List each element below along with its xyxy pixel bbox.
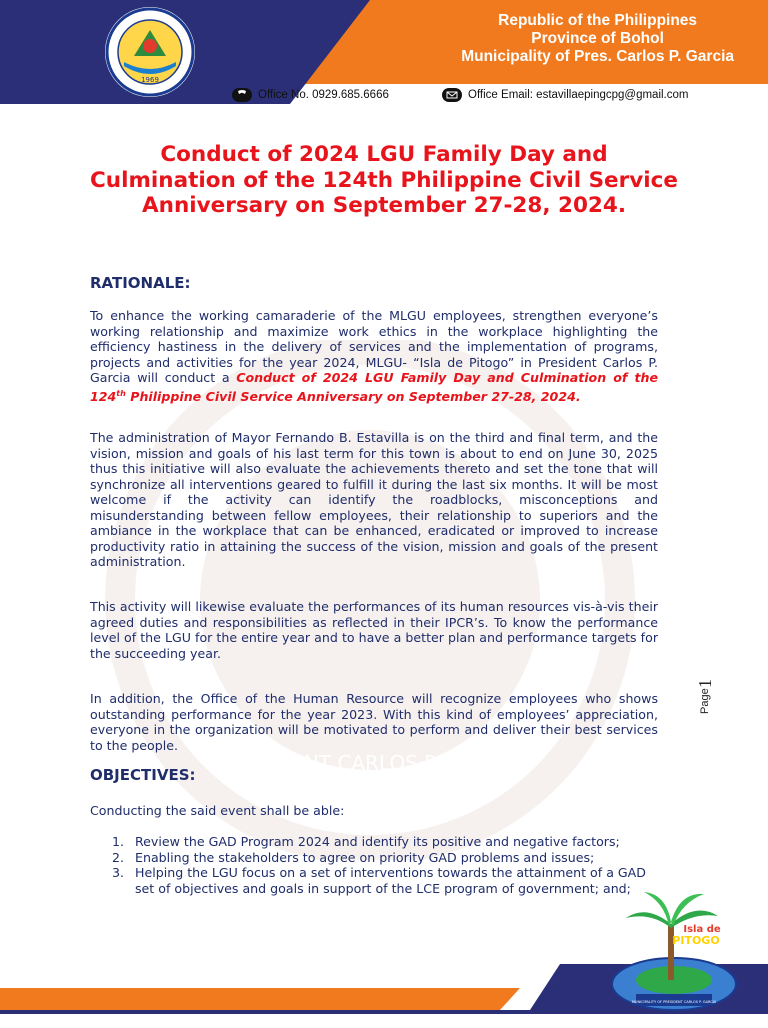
- list-item-number: 3.: [112, 865, 125, 880]
- contact-bar: [232, 88, 762, 106]
- island-logo-caption: MUNICIPALITY OF PRESIDENT CARLOS P. GARCIA: [631, 1000, 717, 1004]
- objectives-heading: OBJECTIVES:: [90, 766, 196, 784]
- header-title-block: [461, 12, 734, 66]
- phone-text: Office No. 0929.685.6666: [258, 89, 389, 101]
- page-number-mark: [697, 668, 721, 718]
- list-item: [90, 865, 650, 896]
- email-text: Office Email: estavillaepingcpg@gmail.com: [468, 89, 689, 101]
- rationale-paragraph-2: The administration of Mayor Fernando B. Estavilla is on the third and final term, and the vision, mission and goals of his last term for this town is about to end on June 30, 2025 thus this initiative will also evaluate the achievements thereto and set the tone that will synchronize all interventions geared to fulfill it during the last six months. It will be most welcome if the activity can identify the roadblocks, misconceptions and misunderstanding between fellow employees, their relationship to superiors and the ambiance in the workplace that can be enhanced, eradicated or improved to increase productivity ratio in attaining the success of the vision, mission and goals of the present administration.: [90, 430, 658, 569]
- island-logo-line2: PITOGO: [672, 934, 720, 947]
- list-item-number: 2.: [112, 849, 125, 865]
- emphasis-part-b: Philippine Civil Service Anniversary on September 27-28, 2024.: [125, 388, 581, 404]
- island-logo-line1: Isla de: [683, 924, 721, 935]
- list-item-text: Helping the LGU focus on a set of interventions towards the attainment of a GAD set of objectives and goals in support of the LCE program of government; and;: [135, 865, 646, 896]
- rationale-heading: RATIONALE:: [90, 274, 191, 292]
- phone-icon: [232, 88, 252, 102]
- objectives-list: [90, 834, 650, 896]
- page-word: Page: [699, 688, 711, 714]
- rationale-paragraph-3: This activity will likewise evaluate the performances of its human resources vis-à-vis their agreed duties and responsibilities as reflected in their IPCR’s. To know the performance level of the LGU for the entire year and to have a better plan and performance targets for the succeeding year.: [90, 599, 658, 661]
- list-item: [90, 834, 650, 850]
- email-icon: [442, 88, 462, 102]
- rationale-paragraph-1: [90, 308, 658, 404]
- seal-year-text: 1969: [141, 76, 159, 84]
- list-item-text: Review the GAD Program 2024 and identify its positive and negative factors;: [135, 834, 620, 849]
- header-line-republic: Republic of the Philippines: [498, 12, 698, 29]
- rationale-p1-text: To enhance the working camaraderie of the MLGU employees, strengthen everyone’s working relationship and maximize work ethics in the workplace highlighting the efficiency hastiness in the delivery of services and the implementation of programs, projects and activities for the year 2024, MLGU- “Isla de Pitogo” in President Carlos P. Garcia will conduct a: [90, 308, 658, 385]
- list-item: [90, 850, 650, 866]
- objectives-intro: Conducting the said event shall be able:: [90, 803, 345, 818]
- emphasis-superscript: th: [116, 388, 126, 398]
- page-number: 1: [695, 679, 715, 688]
- header-line-province: Province of Bohol: [531, 30, 664, 47]
- municipal-seal-logo: [104, 6, 196, 98]
- document-title: Conduct of 2024 LGU Family Day and Culmination of the 124th Philippine Civil Service Anniversary on September 27-28, 2024.: [90, 142, 678, 218]
- emphasis-part-a: Conduct of 2024 LGU Family Day and Culmination of the 124: [90, 370, 658, 404]
- header-line-municipality: Municipality of Pres. Carlos P. Garcia: [461, 48, 734, 65]
- email-contact: [442, 88, 688, 102]
- watermark-text: PRESIDENT CARLOS P. GARCIA: [218, 751, 522, 775]
- rationale-paragraph-4: In addition, the Office of the Human Resource will recognize employees who shows outstanding performance for the year 2023. With this kind of employees’ appreciation, everyone in the organization will be motivated to perform and deliver their best services to the people.: [90, 691, 658, 753]
- list-item-number: 1.: [112, 834, 125, 849]
- isla-de-pitogo-logo: [596, 884, 768, 1024]
- phone-contact: [232, 88, 389, 102]
- list-item-text: Enabling the stakeholders to agree on priority GAD problems and issues;: [135, 849, 595, 865]
